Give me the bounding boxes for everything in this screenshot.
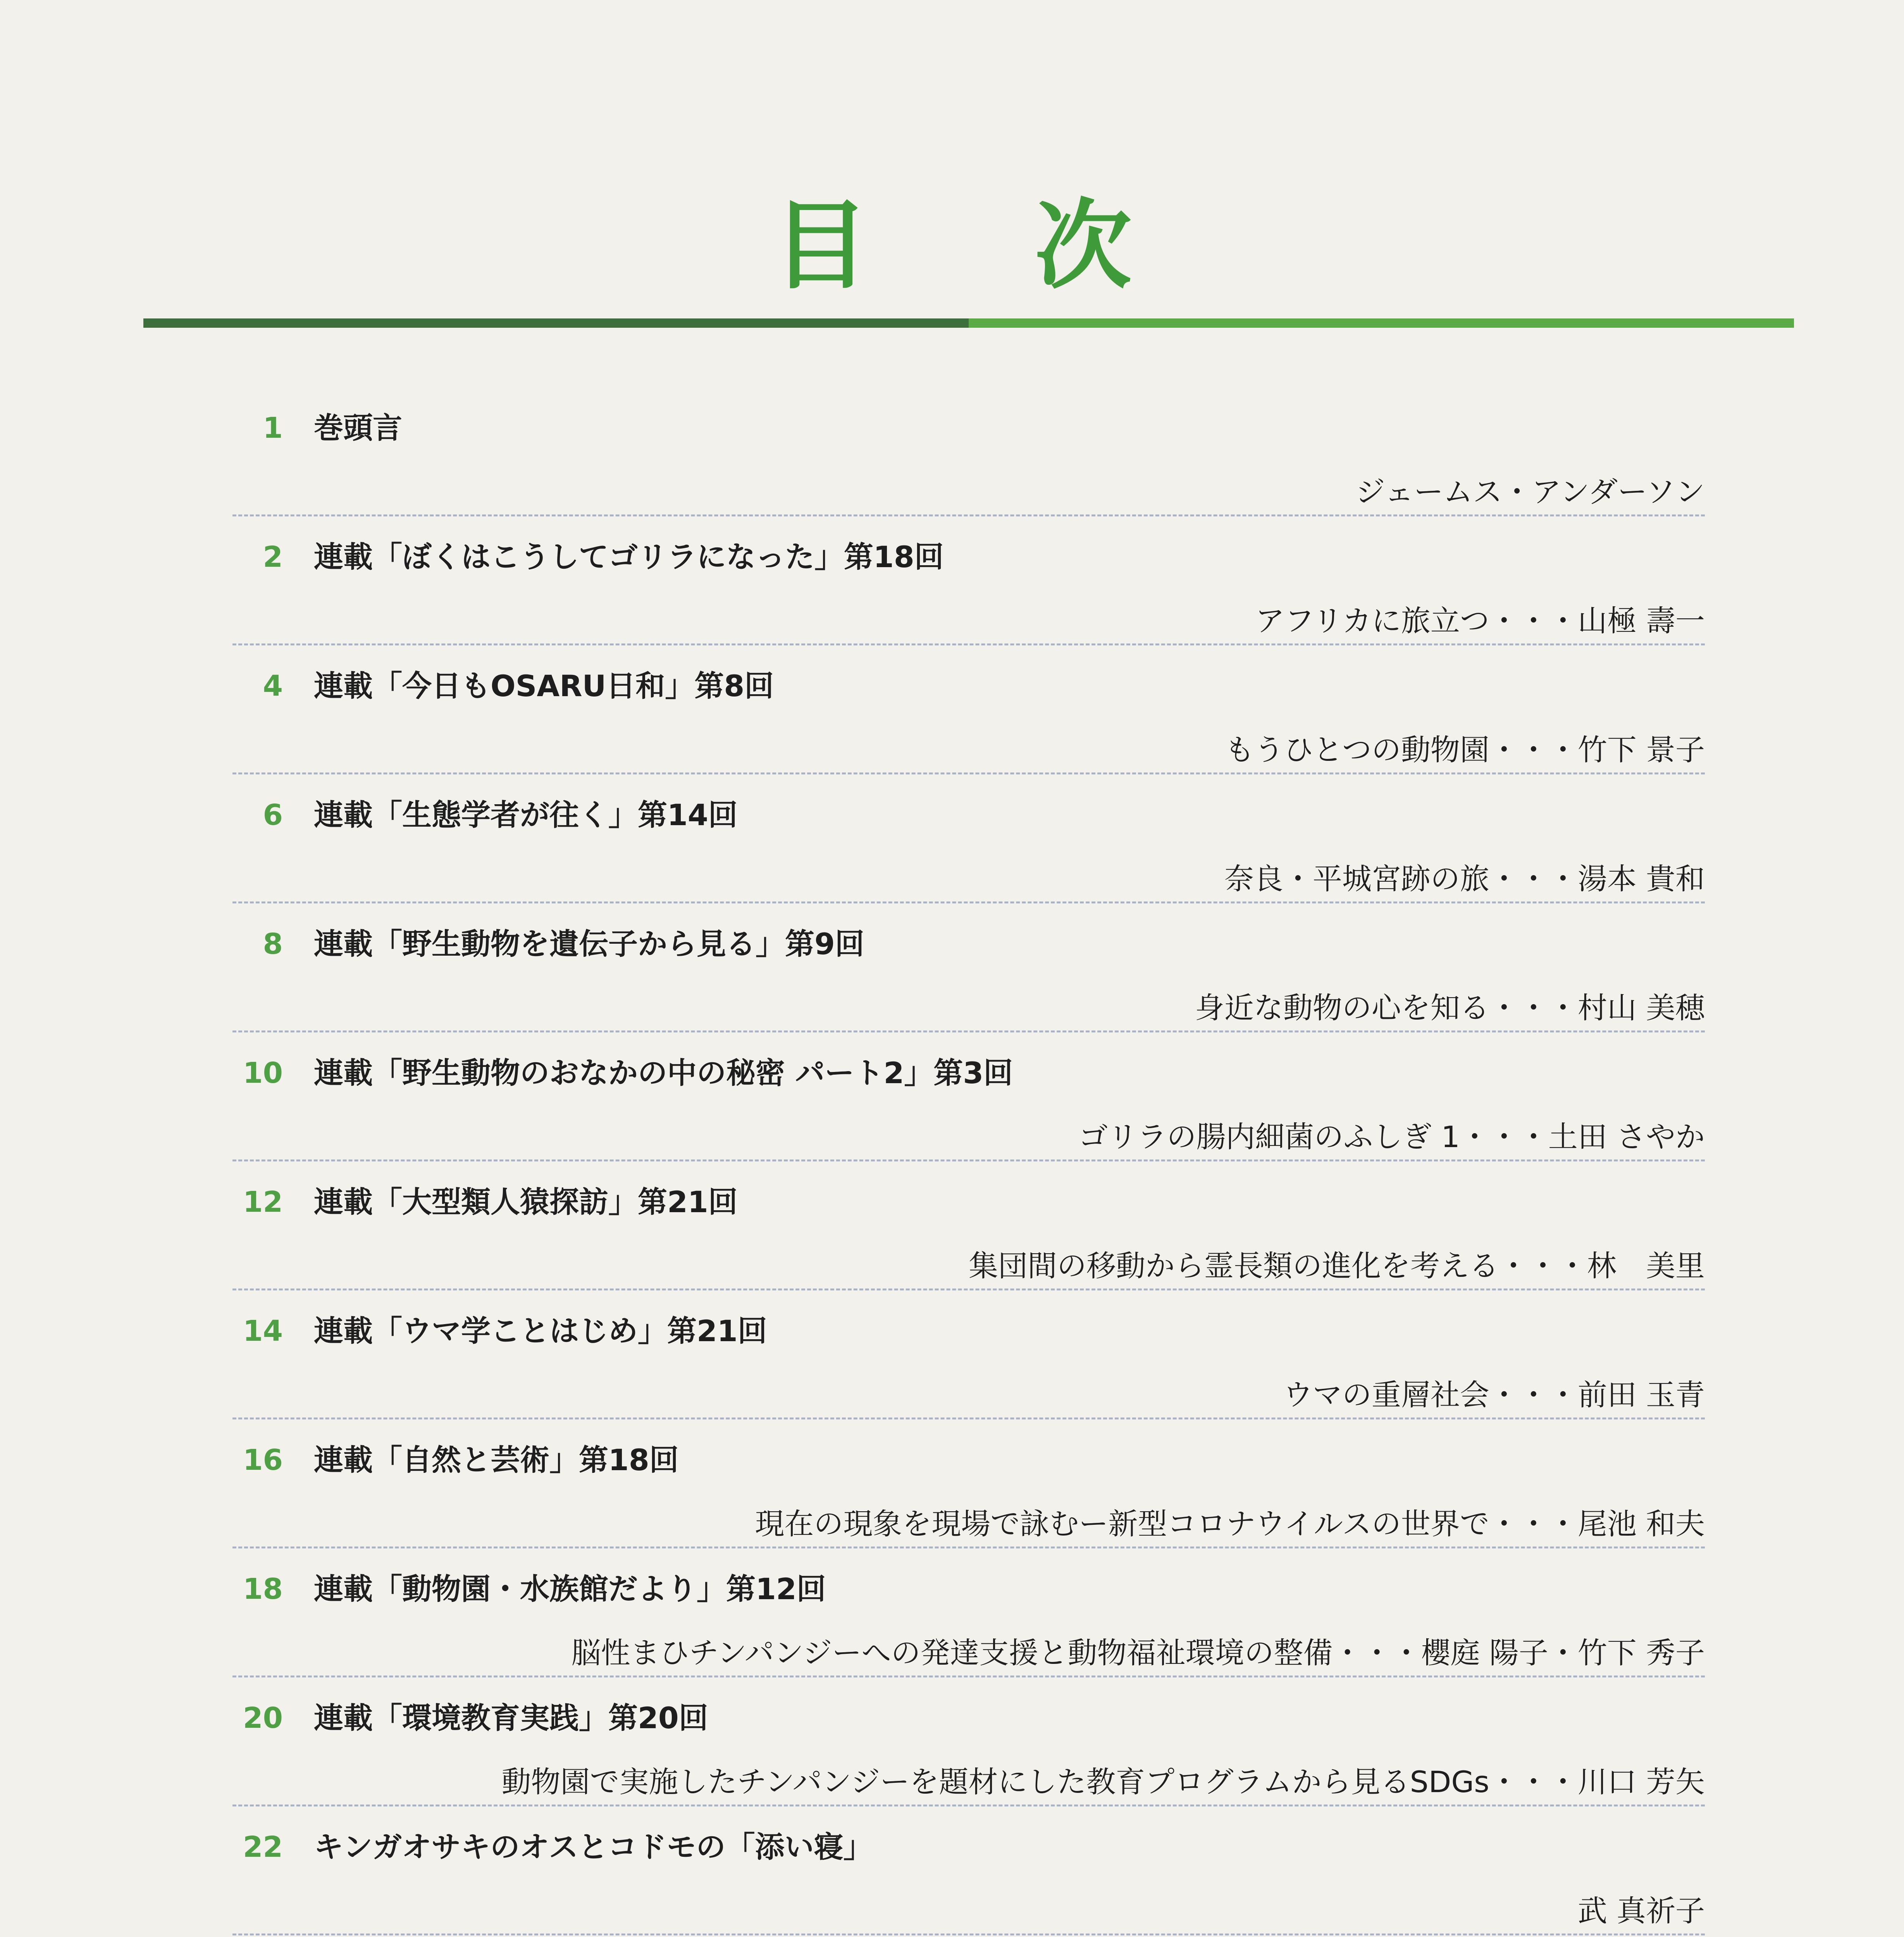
- page-number: 10: [243, 1056, 283, 1090]
- page-number: 18: [243, 1572, 283, 1606]
- title-rule-light: [969, 318, 1794, 328]
- toc-entry[interactable]: [232, 1548, 1705, 1677]
- toc-entry[interactable]: [232, 1032, 1705, 1161]
- title-rule-dark: [143, 318, 969, 328]
- entry-heading: 連載「自然と芸術」第18回: [314, 1443, 679, 1477]
- entry-author: ゴリラの腸内細菌のふしぎ 1・・・土田 さやか: [1078, 1120, 1705, 1154]
- page-number: 2: [263, 540, 283, 574]
- entry-heading: 連載「ぼくはこうしてゴリラになった」第18回: [314, 540, 944, 574]
- entry-author: 武 真祈子: [1577, 1894, 1705, 1928]
- toc-entry[interactable]: [232, 1290, 1705, 1419]
- entry-author: 現在の現象を現場で詠むー新型コロナウイルスの世界で・・・尾池 和夫: [755, 1507, 1705, 1541]
- toc-entry[interactable]: [232, 903, 1705, 1032]
- entry-author: ウマの重層社会・・・前田 玉青: [1283, 1378, 1705, 1412]
- entry-heading: 連載「環境教育実践」第20回: [314, 1701, 708, 1735]
- page-title: 目 次: [772, 189, 1198, 302]
- toc-entry[interactable]: [232, 387, 1705, 516]
- entry-heading: 連載「今日もOSARU日和」第8回: [314, 669, 774, 703]
- entry-author: 集団間の移動から霊長類の進化を考える・・・林 美里: [969, 1249, 1705, 1283]
- toc-entry[interactable]: [232, 1677, 1705, 1806]
- page-number: 1: [263, 411, 283, 445]
- entry-author: ジェームス・アンダーソン: [1355, 475, 1705, 509]
- page-number: 22: [243, 1830, 283, 1864]
- page-number: 12: [243, 1185, 283, 1219]
- toc-entry[interactable]: [232, 1935, 1705, 1937]
- entry-author: もうひとつの動物園・・・竹下 景子: [1225, 733, 1705, 767]
- page-number: 14: [243, 1314, 283, 1348]
- page-number: 20: [243, 1701, 283, 1735]
- entry-author: 動物園で実施したチンパンジーを題材にした教育プログラムから見るSDGs・・・川口 芳矢: [501, 1765, 1705, 1799]
- entry-heading: 連載「野生動物のおなかの中の秘密 パート2」第3回: [314, 1056, 1013, 1090]
- entry-heading: 連載「大型類人猿探訪」第21回: [314, 1185, 738, 1219]
- toc-entry[interactable]: [232, 1419, 1705, 1548]
- entry-heading: 巻頭言: [314, 411, 402, 445]
- entry-heading: キンガオサキのオスとコドモの「添い寝」: [314, 1830, 873, 1864]
- entry-author: 身近な動物の心を知る・・・村山 美穂: [1195, 991, 1705, 1025]
- toc-entry[interactable]: [232, 774, 1705, 903]
- entry-heading: 連載「動物園・水族館だより」第12回: [314, 1572, 826, 1606]
- toc-entry[interactable]: [232, 516, 1705, 645]
- toc-entry[interactable]: [232, 645, 1705, 774]
- entry-heading: 連載「生態学者が往く」第14回: [314, 798, 738, 832]
- entry-author: 奈良・平城宮跡の旅・・・湯本 貴和: [1224, 862, 1705, 896]
- entry-author: アフリカに旅立つ・・・山極 壽一: [1255, 604, 1705, 638]
- page-number: 4: [263, 669, 283, 703]
- toc-entry[interactable]: [232, 1161, 1705, 1290]
- entry-author: 脳性まひチンパンジーへの発達支援と動物福祉環境の整備・・・櫻庭 陽子・竹下 秀子: [571, 1636, 1705, 1670]
- page-number: 6: [263, 798, 283, 832]
- toc-entry[interactable]: [232, 1806, 1705, 1935]
- page-number: 8: [263, 927, 283, 961]
- entry-heading: 連載「野生動物を遺伝子から見る」第9回: [314, 927, 864, 961]
- entry-heading: 連載「ウマ学ことはじめ」第21回: [314, 1314, 767, 1348]
- page-number: 16: [243, 1443, 283, 1477]
